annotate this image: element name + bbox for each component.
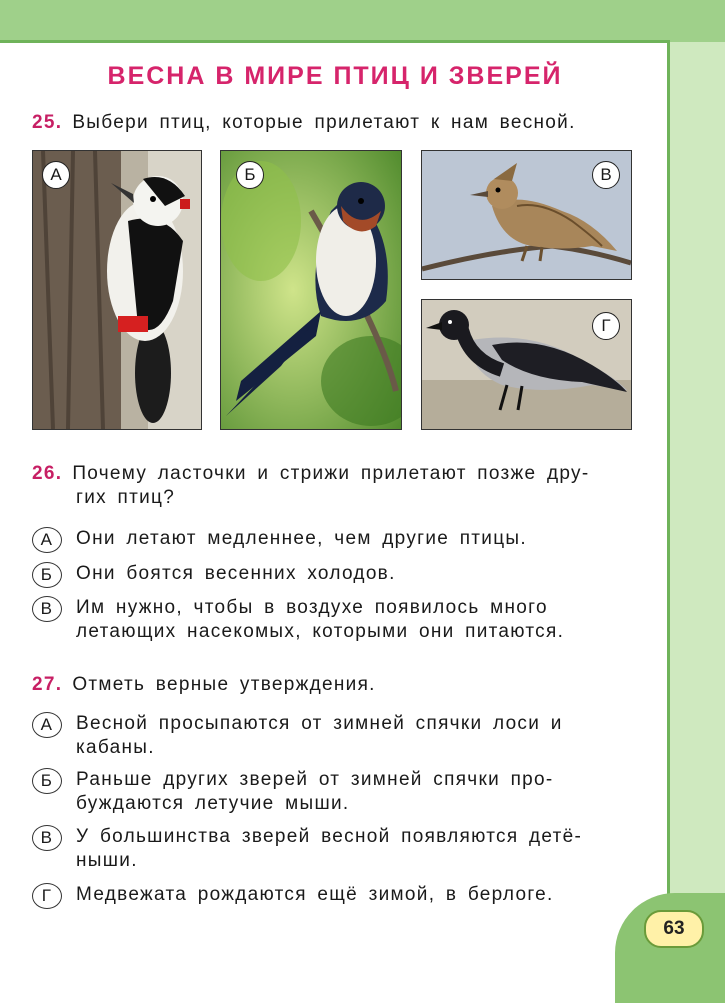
option-letter-circle[interactable]: Б: [32, 768, 62, 794]
option-text-line1: Весной просыпаются от зимней спячки лоси и: [76, 713, 563, 734]
photo-letter-badge: В: [592, 161, 620, 189]
top-decor-band: [0, 0, 725, 42]
answer-option-v[interactable]: [32, 596, 636, 644]
right-border-line: [667, 42, 670, 974]
option-text-line2: буждаются летучие мыши.: [76, 793, 350, 814]
answer-option-a[interactable]: [32, 712, 636, 760]
crow-photo[interactable]: [421, 299, 632, 430]
question-27: [32, 673, 376, 697]
question-26: [32, 462, 636, 510]
question-number: 25.: [32, 112, 63, 133]
option-text: Медвежата рождаются ещё зимой, в берлоге.: [76, 884, 554, 905]
question-text-line2: гих птиц?: [76, 487, 176, 508]
option-letter-circle[interactable]: А: [32, 527, 62, 553]
woodpecker-photo[interactable]: [32, 150, 202, 430]
swallow-photo[interactable]: [220, 150, 402, 430]
question-text: Отметь верные утверждения.: [72, 674, 376, 695]
question-number: 26.: [32, 463, 63, 484]
top-border-line: [0, 40, 670, 43]
lark-photo[interactable]: [421, 150, 632, 280]
answer-option-g[interactable]: [32, 883, 636, 907]
option-text-line2: кабаны.: [76, 737, 155, 758]
option-letter-circle[interactable]: В: [32, 825, 62, 851]
option-letter-circle[interactable]: В: [32, 596, 62, 622]
question-number: 27.: [32, 674, 63, 695]
option-text-line2: летающих насекомых, которыми они питаются.: [76, 621, 565, 642]
option-letter-circle[interactable]: А: [32, 712, 62, 738]
option-letter-circle[interactable]: Г: [32, 883, 62, 909]
page-number: 63: [644, 910, 704, 948]
answer-option-a[interactable]: [32, 527, 636, 551]
right-margin-band: [670, 42, 725, 974]
option-text-line1: У большинства зверей весной появляются детё-: [76, 826, 583, 847]
option-text: Они летают медленнее, чем другие птицы.: [76, 528, 527, 549]
question-25: [32, 111, 576, 135]
option-letter-circle[interactable]: Б: [32, 562, 62, 588]
option-text-line1: Им нужно, чтобы в воздухе появилось много: [76, 597, 548, 618]
page-title: ВЕСНА В МИРЕ ПТИЦ И ЗВЕРЕЙ: [107, 62, 563, 90]
photo-letter-badge: Б: [236, 161, 264, 189]
photo-letter-badge: А: [42, 161, 70, 189]
photo-letter-badge: Г: [592, 312, 620, 340]
question-text: Выбери птиц, которые прилетают к нам весной.: [72, 112, 576, 133]
question-text-line1: Почему ласточки и стрижи прилетают позже дру-: [72, 463, 590, 484]
option-text-line2: ныши.: [76, 850, 138, 871]
option-text-line1: Раньше других зверей от зимней спячки про-: [76, 769, 554, 790]
answer-option-v[interactable]: [32, 825, 636, 873]
option-text: Они боятся весенних холодов.: [76, 563, 396, 584]
answer-option-b[interactable]: [32, 768, 636, 816]
answer-option-b[interactable]: [32, 562, 636, 586]
